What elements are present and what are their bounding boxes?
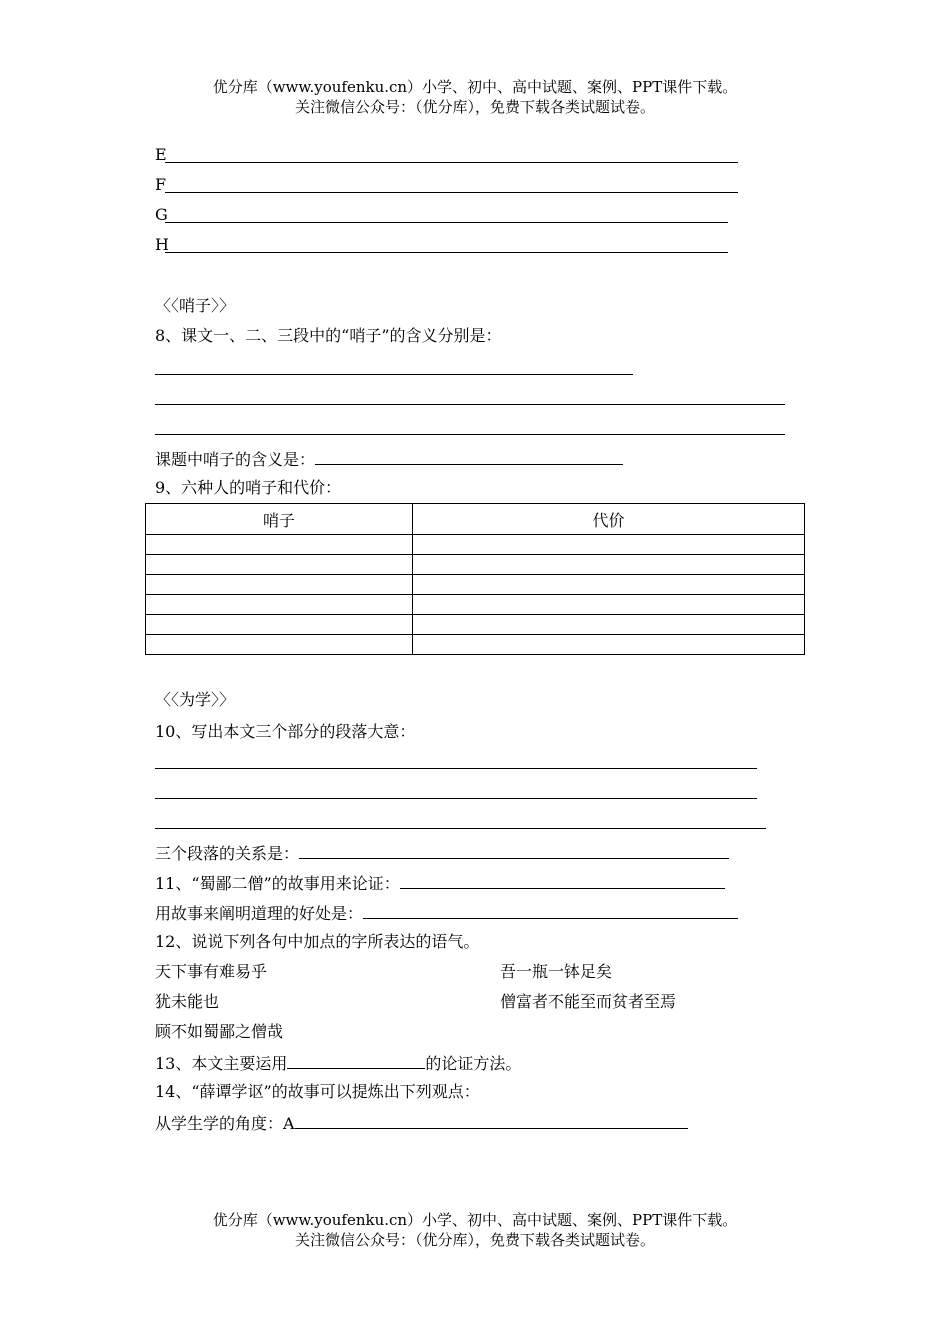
q12-item-1: 天下事有难易乎 [155,962,268,981]
table-cell [146,615,413,635]
q8-title-meaning-label: 课题中哨子的含义是： [155,450,316,469]
table-cell [413,615,805,635]
blank-label-h: H [155,235,169,254]
blank-line-h [165,252,728,253]
answer-line-q8-3 [155,434,785,435]
table-row [146,595,805,615]
q11-benefit-label: 用故事来阐明道理的好处是： [155,904,364,923]
table-cell [413,575,805,595]
section-title-learning: 〈〈为学〉〉 [155,690,236,709]
table-header-cost: 代价 [413,504,805,535]
table-row [146,555,805,575]
table-cell [413,595,805,615]
blank-line-e [165,162,738,163]
question-10: 10、写出本文三个部分的段落大意： [155,722,416,741]
question-10-relation [155,842,729,864]
question-11 [155,872,725,894]
blank-q8-title-meaning [315,448,623,465]
q13-before: 13、本文主要运用 [155,1054,288,1073]
table-row [146,535,805,555]
question-8-title-meaning [155,448,623,470]
table-row [146,575,805,595]
blank-label-g: G [155,205,168,224]
q11-label: 11、“蜀鄙二僧”的故事用来论证： [155,874,400,893]
question-12: 12、说说下列各句中加点的字所表达的语气。 [155,932,480,951]
blank-q13 [287,1052,425,1069]
blank-q11-benefit [363,902,738,919]
table-header-whistle: 哨子 [146,504,413,535]
q12-item-3: 犹未能也 [155,992,220,1011]
answer-line-q10-2 [155,798,757,799]
answer-line-q10-1 [155,768,757,769]
question-14-student [155,1112,688,1134]
footer-line-1: 优分库（www.youfenku.cn）小学、初中、高中试题、案例、PPT课件下载。 [212,1211,738,1229]
table-row [146,615,805,635]
q14-student-label: 从学生学的角度：A [155,1114,295,1133]
table-cell [146,635,413,655]
blank-label-e: E [155,145,167,164]
table-cell [146,575,413,595]
blank-label-f: F [155,175,167,194]
header-line-2: 关注微信公众号：（优分库），免费下载各类试题试卷。 [294,98,655,116]
table-cell [413,535,805,555]
whistle-cost-table [145,503,805,655]
question-9: 9、六种人的哨子和代价： [155,478,342,497]
question-8: 8、课文一、二、三段中的“哨子”的含义分别是： [155,326,502,345]
blank-q10-relation [299,842,729,859]
q10-relation-label: 三个段落的关系是： [155,844,300,863]
q12-item-2: 吾一瓶一钵足矣 [500,962,613,981]
table-cell [413,635,805,655]
blank-q14-a [295,1112,688,1129]
table-cell [413,555,805,575]
answer-line-q8-2 [155,404,785,405]
table-cell [146,555,413,575]
question-11-benefit [155,902,738,924]
blank-line-g [165,222,728,223]
section-title-whistle: 〈〈哨子〉〉 [155,296,236,315]
question-13 [155,1052,521,1074]
answer-line-q8-1 [155,374,633,375]
table-row [146,635,805,655]
blank-line-f [165,192,738,193]
header-line-1: 优分库（www.youfenku.cn）小学、初中、高中试题、案例、PPT课件下载。 [212,78,738,96]
q12-item-4: 僧富者不能至而贫者至焉 [500,992,677,1011]
answer-line-q10-3 [155,828,766,829]
q12-item-5: 顾不如蜀鄙之僧哉 [155,1022,284,1041]
blank-q11 [400,872,725,889]
question-14: 14、“薛谭学讴”的故事可以提炼出下列观点： [155,1082,480,1101]
q13-after: 的论证方法。 [425,1054,522,1073]
footer-line-2: 关注微信公众号：（优分库），免费下载各类试题试卷。 [294,1231,655,1249]
table-cell [146,535,413,555]
table-header-row [146,504,805,535]
table-cell [146,595,413,615]
